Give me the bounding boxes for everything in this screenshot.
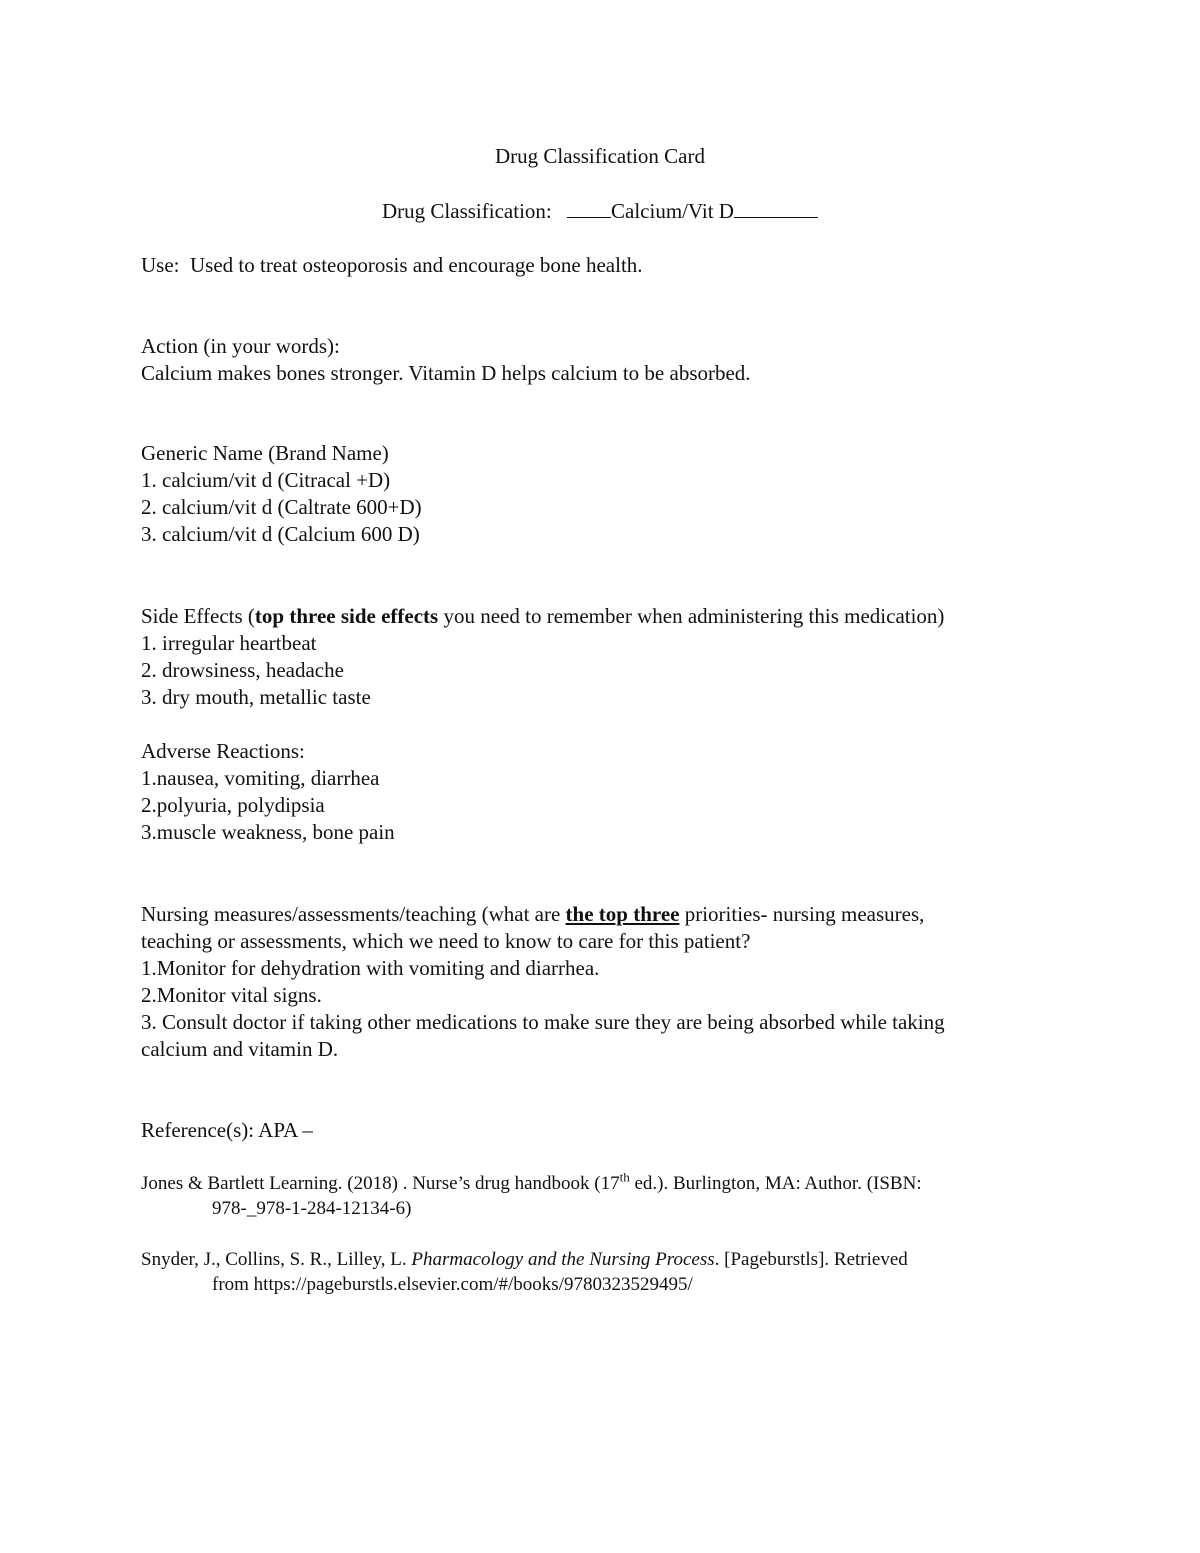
action-heading: Action (in your words): (141, 334, 340, 358)
adverse-heading: Adverse Reactions: (141, 739, 305, 763)
generic-item: 3. calcium/vit d (Calcium 600 D) (141, 522, 420, 546)
side-effect-item: 1. irregular heartbeat (141, 631, 317, 655)
reference-2-post: . [Pageburstls]. Retrieved (714, 1249, 908, 1270)
generic-heading: Generic Name (Brand Name) (141, 441, 389, 465)
nursing-heading-pre: Nursing measures/assessments/teaching (what are (141, 902, 566, 926)
references-heading: Reference(s): APA – (141, 1118, 313, 1142)
action-text: Calcium makes bones stronger. Vitamin D helps calcium to be absorbed. (141, 361, 751, 385)
adverse-item: 2.polyuria, polydipsia (141, 793, 325, 817)
reference-1-sup: th (619, 1169, 630, 1185)
side-effects-heading-pre: Side Effects ( (141, 604, 255, 628)
nursing-item-continued: calcium and vitamin D. (141, 1037, 339, 1061)
nursing-item: 2.Monitor vital signs. (141, 983, 322, 1007)
reference-1 (141, 1171, 922, 1196)
blank-line (567, 197, 611, 218)
reference-2-line2: from https://pageburstls.elsevier.com/#/books/9780323529495/ (212, 1274, 693, 1295)
nursing-item: 1.Monitor for dehydration with vomiting and diarrhea. (141, 956, 600, 980)
blank-line (734, 197, 818, 218)
side-effects-heading-post: you need to remember when administering this medication) (438, 604, 945, 628)
nursing-item: 3. Consult doctor if taking other medications to make sure they are being absorbed while taking (141, 1010, 945, 1034)
adverse-item: 3.muscle weakness, bone pain (141, 820, 395, 844)
reference-1-line2: 978-_978-1-284-12134-6) (212, 1198, 412, 1219)
use-label: Use: (141, 253, 180, 277)
nursing-heading-post: priorities- nursing measures, (679, 902, 925, 926)
classification-label: Drug Classification: (382, 199, 552, 223)
page-title: Drug Classification Card (495, 144, 705, 168)
side-effects-heading-bold: top three side effects (254, 604, 439, 628)
nursing-heading-bold: the top three (565, 902, 680, 926)
side-effect-item: 3. dry mouth, metallic taste (141, 685, 371, 709)
generic-item: 2. calcium/vit d (Caltrate 600+D) (141, 495, 422, 519)
reference-2-pre: Snyder, J., Collins, S. R., Lilley, L. (141, 1249, 412, 1270)
reference-2 (141, 1247, 908, 1272)
generic-item: 1. calcium/vit d (Citracal +D) (141, 468, 391, 492)
reference-1-post: ed.). Burlington, MA: Author. (ISBN: (629, 1173, 922, 1194)
adverse-item: 1.nausea, vomiting, diarrhea (141, 766, 380, 790)
reference-2-title: Pharmacology and the Nursing Process (411, 1249, 715, 1270)
drug-classification-line (0, 197, 1200, 225)
nursing-heading-line2: teaching or assessments, which we need to know to care for this patient? (141, 929, 751, 953)
side-effect-item: 2. drowsiness, headache (141, 658, 344, 682)
nursing-heading (141, 901, 924, 928)
side-effects-heading (141, 603, 944, 630)
reference-1-pre: Jones & Bartlett Learning. (2018) . Nurse’s drug handbook (17 (141, 1173, 620, 1194)
classification-value: Calcium/Vit D (611, 199, 734, 223)
use-line (141, 252, 643, 279)
use-text: Used to treat osteoporosis and encourage bone health. (190, 253, 643, 277)
